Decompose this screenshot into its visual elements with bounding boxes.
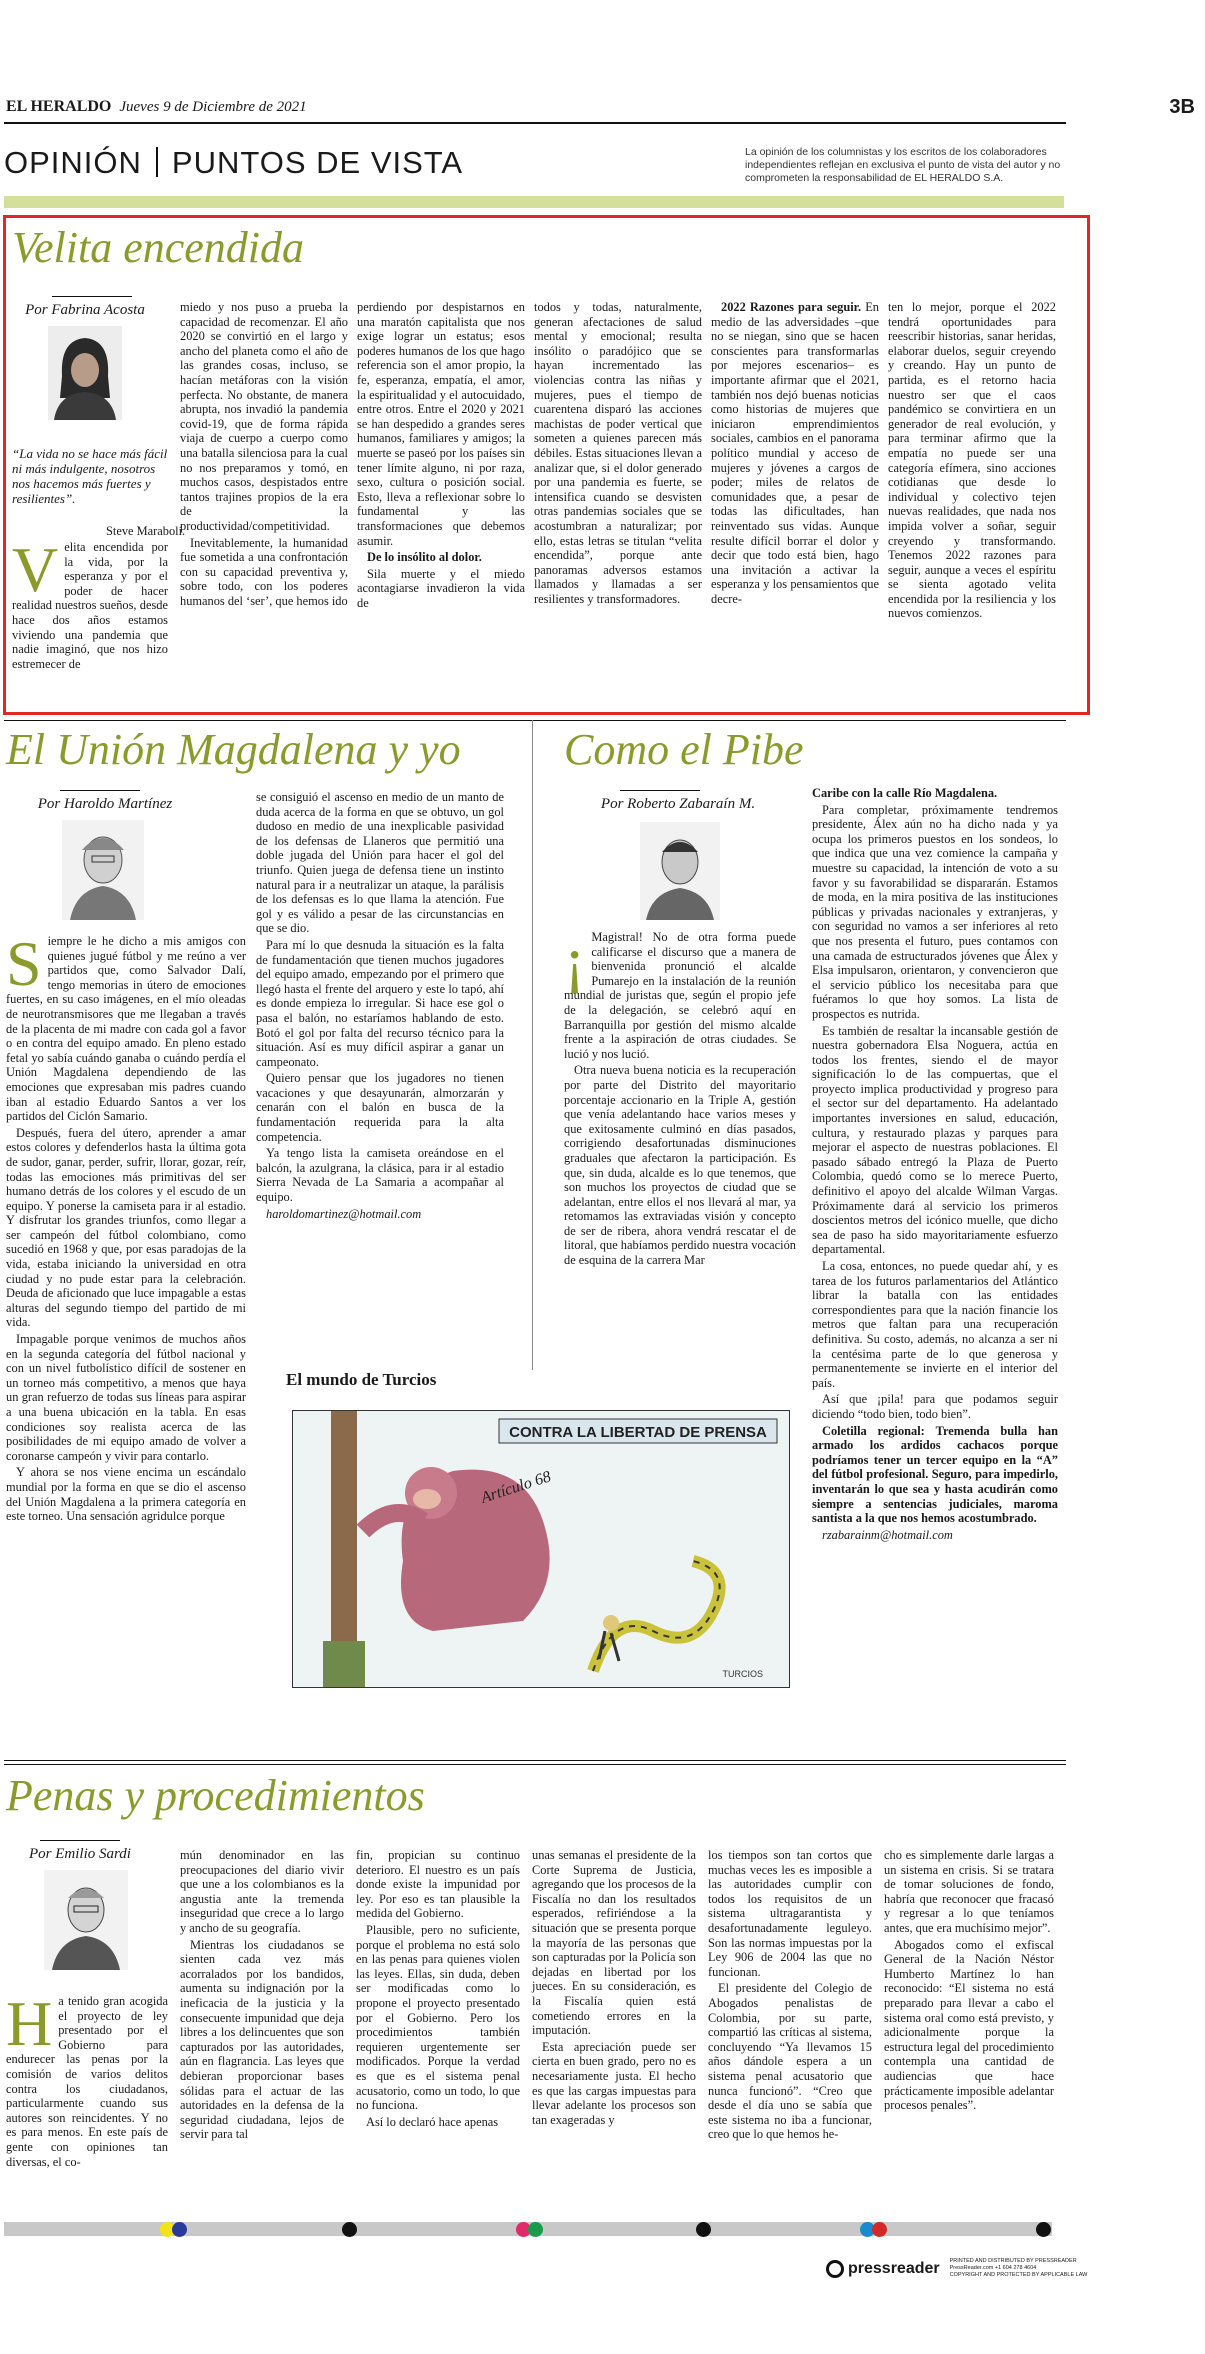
paragraph: En medio de las adversidades –que no se niegan, sino que se hacen conscientes para transformarlas por mejores escenarios– es importante afirmar que el 2021, también nos dejó buenas noticias como historias de mujeres que iniciaron emprendimientos sociales, cambios en el panorama político mundial y acceso de mujeres y jóvenes a cargos de poder; miles de relatos de comunidades que, a pesar de todas las dificultades, han reinventado sus vidas. Aunque resulte difícil borrar el dolor y decir que todo está bien, hago una invitación a activar la esperanza y los pensamientos que decre-: [711, 300, 879, 606]
registration-dot-black: [1036, 2222, 1051, 2237]
article1-col4: [534, 300, 702, 710]
article1-col3: [357, 300, 525, 710]
divider: [4, 1764, 1066, 1765]
byline-rule: [52, 296, 132, 297]
notice-line: PRINTED AND DISTRIBUTED BY PRESSREADER: [949, 2258, 1077, 2264]
paragraph: Después, fuera del útero, aprender a amar estos colores y defenderlos hasta la última gota de sudor, ganar, perder, sufrir, llorar, gozar, reír, todas las emociones más primitivas del ser humano detrás de los colores y el escudo de un equipo. Y ponerse la camiseta para ir al estadio. Y disfrutar los grandes triunfos, como llegar a ser campeón del fútbol colombiano, como sucedió en 1968 y que, por esas paradojas de la vida, estaba iniciando la universidad en otra ciudad y no pude estar para la celebración. Deuda de aficionado que luce impagable a estas alturas del segundo tiempo del partido de mi vida.: [6, 1125, 246, 1330]
article1-col5: [711, 300, 879, 710]
author-email[interactable]: rzabarainm@hotmail.com: [822, 1527, 953, 1542]
paragraph: Para completar, próximamente tendremos presidente, Álex aún no ha dicho nada y ya ocupa los primeros puestos en los sondeos, lo que indica que una vez comience la campaña y muestre su capacidad, la intención de voto a su favor y su favorabilidad se dispararán. Estamos de moda, en la mira positiva de las instituciones públicas y privadas nacionales y extranjeras, y con seguridad no vamos a ser inferiores al reto que nos presenta el futuro, pues contamos con una camada de estructurados jóvenes que Álex y Elsa impulsaron, orientaron, y convencieron que el servicio público los necesitaba para que fuéramos lo que hoy somos. La lista de prospectos es nutrida.: [812, 802, 1058, 1021]
article2-dropcap: S: [6, 928, 42, 999]
article3-col1: [564, 924, 796, 1370]
article1-byline: Por Fabrina Acosta: [25, 302, 145, 318]
paragraph: Plausible, pero no suficiente, porque el problema no está solo en las penas para quienes violen las leyes. Ellas, sin duda, deben ser modificadas como lo propone el proyecto presentado por el Gobierno. Pero los procedimientos también requieren urgentemente ser modificados. Porque la verdad es que es el sistema penal acusatorio, como un todo, lo que no funciona.: [356, 1922, 520, 2113]
paragraph: Ya tengo lista la camiseta oreándose en el balcón, la azulgrana, la clásica, para ir al estadio Sierra Nevada de La Samaria a acompañar al equipo.: [256, 1146, 504, 1205]
portrait-illustration: [62, 820, 144, 920]
cartoon-title: El mundo de Turcios: [286, 1370, 437, 1389]
editorial-cartoon: [292, 1410, 790, 1688]
masthead: [6, 98, 307, 116]
article1-title: Velita encendida: [12, 223, 305, 272]
paragraph: Otra nueva buena noticia es la recuperación por parte del Distrito del mayoritario porcentaje accionario en la Triple A, gestión que venía adelantando hace varios meses y que exitosamente culminó en días pasados, corrigiendo desafortunadas disminuciones graduales que afectaron la participación. Es que, sin duda, alcalde es lo que tenemos, que son muchos los proyectos de ciudad que se adelantan, entre ellos el nos llevará al mar, ya retomamos las extraviadas visión y concepto de ser de ribera, ahora vendrá rescatar el de litoral, que habíamos perdido nuestra vocación de esquina de la carrera Mar: [564, 1063, 796, 1268]
author-portrait: [62, 820, 144, 920]
paragraph: se consiguió el ascenso en medio de un manto de duda acerca de la forma en que se obtuvo, un gol dudoso en medio de una inexplicable pasividad de los defensas de Llaneros que permitió una doble jugada del Unión para hacer el gol del triunfo. Quien juega de defensa tiene un instinto natural para ir a neutralizar un ataque, la parálisis de los defensas es lo que llama la atención. Fue gol y es válido a pesar de las circunstancias en que se dio.: [256, 790, 504, 936]
pressreader-footer: [826, 2258, 1087, 2279]
author-portrait: [48, 326, 122, 420]
paragraph: iempre le he dicho a mis amigos con quienes jugué fútbol y me reúno a ver partidos que, como Salvador Dalí, tengo memorias in útero de emociones fuertes, en su caso imágenes, en el mío oleadas de neurotransmisores que me llegaban a través de la placenta de mi madre con cada gol a favor o en contra del equipo amado. En pleno estado fetal yo sabía cuándo ganaba o cuándo perdía el Unión Magdalena dependiendo de las emociones que expresaban mis padres cuando iban al estadio Eduardo Santos a ver los partidos del Ciclón Samario.: [6, 934, 246, 1124]
paragraph: Impagable porque venimos de muchos años en la segunda categoría del fútbol nacional y con un nivel futbolístico difícil de sostener en un torneo más competitivo, a menos que haya un gran refuerzo de todas sus líneas para aspirar a una buena ubicación en la tabla. En esas condiciones soy realista acerca de las posibilidades de mi equipo amado de volver a coronarse campeón y vivir para contarlo.: [6, 1332, 246, 1463]
article4-col5: [708, 1848, 872, 2216]
byline-rule: [40, 1840, 120, 1841]
paragraph: ten lo mejor, porque el 2022 tendrá oportunidades para reescribir historias, sanar heridas, elaborar duelos, seguir creyendo y creando. Hay un punto de partida, es el retorno hacia nuestro ser que el caos pandémico se convirtiera en un generador de real evolución, y para terminar afirmo que la empatía no puede ser una categoría efímera, sino acciones cotidianas que desde lo individual y colectivo tejen nuevas realidades, que nada nos impida volver a soñar, seguir creyendo y transformando. Tenemos 2022 razones para seguir, aunque a veces el espíritu se sienta agotado velita encendida por la resiliencia y los nuevos comienzos.: [888, 300, 1056, 621]
article1-col1-text: elita encendida por la vida, por la esperanza y por el poder de hacer realidad nuestros sueños, desde hace dos años estamos viviendo una pandemia que nadie imaginó, que nos hizo estremecer de: [12, 540, 168, 671]
article4-byline: Por Emilio Sardi: [29, 1846, 131, 1862]
paragraph: Así que ¡pila! para que podamos seguir diciendo “todo bien, todo bien”.: [812, 1392, 1058, 1421]
paragraph: mún denominador en las preocupaciones del diario vivir que une a los colombianos es la angustia ante la tremenda inseguridad que crece a lo largo y ancho de su geografía.: [180, 1848, 344, 1935]
paragraph: Quiero pensar que los jugadores no tienen vacaciones y que desayunarán, almorzarán y cenarán con el balón en busca de la fundamentación requerida para la alta competencia.: [256, 1071, 504, 1144]
article1-dropcap: V: [12, 534, 59, 605]
newspaper-name: EL HERALDO: [6, 98, 112, 115]
article1-col1: [12, 534, 168, 710]
pressreader-logo-icon: [826, 2260, 844, 2278]
cartoon-label: Artículo 68: [478, 1468, 554, 1507]
subheading: De lo insólito al dolor.: [367, 550, 482, 565]
paragraph: miedo y nos puso a prueba la capacidad de recomenzar. El año 2020 se convirtió en el largo y ancho del planeta como el año de las grandes cosas, incluso, se hacían metáforas con la visión perfecta. No obstante, de manera abrupta, nos invadió la pandemia covid-19, que de forma rápida viaja de cuerpo a cuerpo como una batalla silenciosa para la cual no nos preparamos y tomó, en muchos casos, despistados entre tantos trajines propios de la era de la productividad/competitividad.: [180, 300, 348, 533]
paragraph: Sila muerte y el miedo acontagiarse invadieron la vida de: [357, 566, 525, 610]
paragraph: Inevitablemente, la humanidad fue sometida a una confrontación con su capacidad preventiva y, sobre todo, con los poderes humanos del ‘ser’, que hemos ido: [180, 535, 348, 608]
section-right: PUNTOS DE VISTA: [171, 145, 464, 180]
notice-line: PressReader.com +1 604 278 4604: [949, 2265, 1037, 2271]
cartoon-signature: TURCIOS: [722, 1669, 763, 1679]
article3-title: Como el Pibe: [564, 725, 804, 774]
article1-quote-author: Steve Maraboli.: [106, 524, 186, 538]
article4-dropcap: H: [6, 1988, 53, 2059]
paragraph: unas semanas el presidente de la Corte Suprema de Justicia, agregando que los procesos de la Fiscalía no dan los resultados esperados, refiriéndose a la situación que se presenta porque la mayoría de las personas que son capturadas por la Policía son dejadas en libertad por los jueces. En su consideración, es la Fiscalía quien está cometiendo errores en la imputación.: [532, 1848, 696, 2038]
registration-dot-green: [528, 2222, 543, 2237]
article4-col4: [532, 1848, 696, 2216]
paragraph: Así lo declaró hace apenas: [366, 2114, 499, 2129]
registration-dot-red: [872, 2222, 887, 2237]
section-separator: [156, 147, 158, 177]
article2-col1: [6, 928, 246, 1524]
article2-col2: [256, 790, 504, 1346]
article3-byline: Por Roberto Zabaraín M.: [600, 796, 756, 812]
paragraph: a tenido gran acogida el proyecto de ley presentado por el Gobierno para endurecer las penas por la comisión de varios delitos contra los ciudadanos, particularmente cuando sus autores son reincidentes. Y no es para menos. En este país de gente con opiniones tan diversas, el co-: [6, 1994, 168, 2169]
paragraph: Abogados como el exfiscal General de la Nación Néstor Humberto Martínez lo han reconocido: “El sistema no está preparado para llevar a cabo el sistema oral como está previsto, y adicionalmente porque la estructura legal del procedimiento contempla una cantidad de audiencias que hace prácticamente imposible adelantar procesos penales”.: [884, 1937, 1054, 2113]
article4-col2: [180, 1848, 344, 2216]
paragraph: los tiempos son tan cortos que muchas veces les es imposible a las autoridades cumplir con todos los requisitos de un sistema ultragarantista y desafortunadamente leguleyo. Son las normas impuestas por la Ley 906 de 2004 las que no funcionan.: [708, 1848, 872, 1979]
header-rule: [4, 122, 1066, 124]
notice-line: COPYRIGHT AND PROTECTED BY APPLICABLE LAW: [949, 2272, 1088, 2278]
divider: [4, 1760, 1066, 1761]
article4-col6: [884, 1848, 1054, 2216]
paragraph: El presidente del Colegio de Abogados penalistas de Colombia, por su parte, compartió las críticas al sistema, concluyendo “Ya llevamos 15 años dándole espera a un sistema penal acusatorio que nunca funcionó”. “Creo que desde el día uno se sabía que este sistema no iba a funcionar, creo que lo que hemos he-: [708, 1981, 872, 2142]
paragraph: Esta apreciación puede ser cierta en buen grado, pero no es necesariamente justa. El hecho es que las cargas impuestas para llevar adelante los procesos son tan exageradas y: [532, 2039, 696, 2127]
portrait-illustration: [44, 1870, 128, 1970]
article4-title: Penas y procedimientos: [6, 1771, 425, 1820]
paragraph: perdiendo por despistarnos en una maratón capitalista que nos exige lograr un estatus; esos poderes humanos de los que hago referencia son el amor propio, la fe, esperanza, empatía, el amor, la espiritualidad y el autocuidado, entre otros. Entre el 2020 y 2021 se han despedido a grandes seres humanos, familiares y amigos; la muerte se paseó por los países sin tener límite alguno, ni por raza, sexo, cultura o posición social. Esto, lleva a reflexionar sobre lo fundamental y las transformaciones que debemos asumir.: [357, 300, 525, 548]
paragraph: Magistral! No de otra forma puede calificarse el discurso que a manera de bienvenida pronunció el alcalde Pumarejo en la instalación de la reunión mundial de juristas que, según el propio jefe de la delegación, se celebró aquí en Barranquilla por gestión del mismo alcalde frente a la aspiración de otras ciudades. Se lució y nos lució.: [564, 930, 796, 1061]
article4-col1: [6, 1988, 168, 2216]
article1-col6: [888, 300, 1056, 710]
issue-date: Jueves 9 de Diciembre de 2021: [119, 99, 307, 115]
paragraph: Mientras los ciudadanos se sienten cada vez más acorralados por los bandidos, aumenta su indignación por la ineficacia de la justicia y la consecuente impunidad que deja libres a los delincuentes que son capturados por las autoridades, aún en flagrancia. Las leyes que debieran proporcionar bases sólidas para el actuar de las autoridades en la defensa de la seguridad ciudadana, lejos de servir para tal: [180, 1937, 344, 2142]
registration-dot-black: [342, 2222, 357, 2237]
byline-rule: [620, 790, 700, 791]
portrait-illustration: [48, 326, 122, 420]
section-title: [4, 145, 463, 181]
author-portrait: [640, 822, 720, 920]
page-number: 3B: [1169, 96, 1195, 118]
pressreader-brand: pressreader: [848, 2259, 940, 2277]
article1-quote: “La vida no se hace más fácil ni más indulgente, nosotros nos hacemos más fuertes y resilientes”.: [12, 446, 168, 506]
article4-col3: [356, 1848, 520, 2216]
author-portrait: [44, 1870, 128, 1970]
section-left: OPINIÓN: [4, 145, 142, 180]
cartoon-banner: CONTRA LA LIBERTAD DE PRENSA: [509, 1424, 767, 1441]
subheading: Coletilla regional:: [822, 1423, 925, 1438]
paragraph: Y ahora se nos viene encima un escándalo mundial por la forma en que se dio el ascenso del Unión Magdalena a la primera categoría en este torneo. Una sensación agridulce porque: [6, 1465, 246, 1524]
disclaimer: La opinión de los columnistas y los escritos de los colaboradores independientes reflejan en exclusiva el punto de vista del autor y no comprometen la responsabilidad de EL HERALDO S.A.: [745, 146, 1061, 184]
divider: [4, 720, 1066, 721]
paragraph: Caribe con la calle Río Magdalena.: [812, 786, 998, 800]
author-email[interactable]: haroldomartinez@hotmail.com: [266, 1206, 422, 1221]
paragraph: cho es simplemente darle largas a un sistema en crisis. Si se tratara de tomar soluciones de fondo, habría que reconocer que fracasó y regresar a lo que teníamos antes, que era muchísimo mejor”.: [884, 1848, 1054, 1935]
paragraph: todos y todas, naturalmente, generan afectaciones de salud mental y emocional; resulta insólito o paradójico que se hayan incrementado las violencias contra las niñas y mujeres, pues el tiempo de cuarentena disparó las acciones machistas de poder vertical que someten a quienes parecen más débiles. Estas situaciones llevan a analizar que, si el dolor generado por una pandemia es fuerte, se intensifica cuando se desvisten otras pandemias sociales que se acostumbran a naturalizar; por ello, estas letras se titulan “velita encendida”, porque ante panoramas adversos estamos llamados y llamadas a ser resilientes y transformadores.: [534, 300, 702, 606]
subheading: 2022 Razones para seguir.: [721, 300, 862, 314]
paragraph: Para mí lo que desnuda la situación es la falta de fundamentación que tienen muchos jugadores del equipo amado, empezando por el primero que llegó hasta el frente del arquero y este lo tapó, ahí es donde empieza lo irregular. Si hace ese gol o pasa el balón, no estaríamos hablando de esto. Botó el gol por falta del recurso técnico para la situación. Así es muy difícil aspirar a ganar un campeonato.: [256, 937, 504, 1069]
registration-dot-black: [696, 2222, 711, 2237]
article3-col2: [812, 786, 1058, 1686]
cartoon-illustration: [293, 1411, 789, 1687]
column-divider: [532, 720, 533, 1370]
article2-byline: Por Haroldo Martínez: [37, 796, 173, 812]
section-band: [4, 196, 1064, 208]
paragraph: La cosa, entonces, no puede quedar ahí, y es tarea de los futuros parlamentarios del Atlántico librar la batalla con las entidades correspondientes para que la nación financie los metros que faltan para una recuperación definitiva. Su costo, además, no alcanza a ser ni la centésima parte de lo que generosa y permanentemente se invierte en el interior del país.: [812, 1259, 1058, 1390]
article2-title: El Unión Magdalena y yo: [6, 725, 461, 774]
article3-dropcap: ¡: [564, 924, 586, 995]
paragraph: Es también de resaltar la incansable gestión de nuestra gobernadora Elsa Noguera, actúa en todos los frentes, siendo el de mayor significación lo de las compuertas, que el proyecto implica productividad y progreso para el sector sur del departamento. Ha adelantado importantes inversiones en salud, educación, cultura, y restaurado plazas y parques para mejorar el aspecto de nuestras poblaciones. El pasado sábado entregó la Plaza de Puerto Colombia, quedó como se lo merece Puerto, definitivo el apoyo del alcalde Wilman Vargas. Próximamente dará al servicio los primeros doscientos metros del icónico muelle, que dicho sea de paso ha sido mayoritariamente esfuerzo departamental.: [812, 1023, 1058, 1257]
byline-rule: [60, 790, 140, 791]
paragraph: fin, propician su continuo deterioro. El nuestro es un país donde existe la impunidad por ley. Por eso es tan plausible la medida del Gobierno.: [356, 1848, 520, 1921]
article1-col2: [180, 300, 348, 710]
pressreader-notice: [950, 2258, 1088, 2279]
portrait-illustration: [640, 822, 720, 920]
paragraph: Tremenda bulla han armado los ardidos cachacos porque podríamos tener un tercer equipo en la “A” del fútbol profesional. Seguro, para impedirlo, inventarán lo que sea y hasta acudirán como siempre a sentencias judiciales, maroma santista a la que nos hemos acostumbrado.: [812, 1423, 1058, 1526]
registration-dot-blue: [172, 2222, 187, 2237]
